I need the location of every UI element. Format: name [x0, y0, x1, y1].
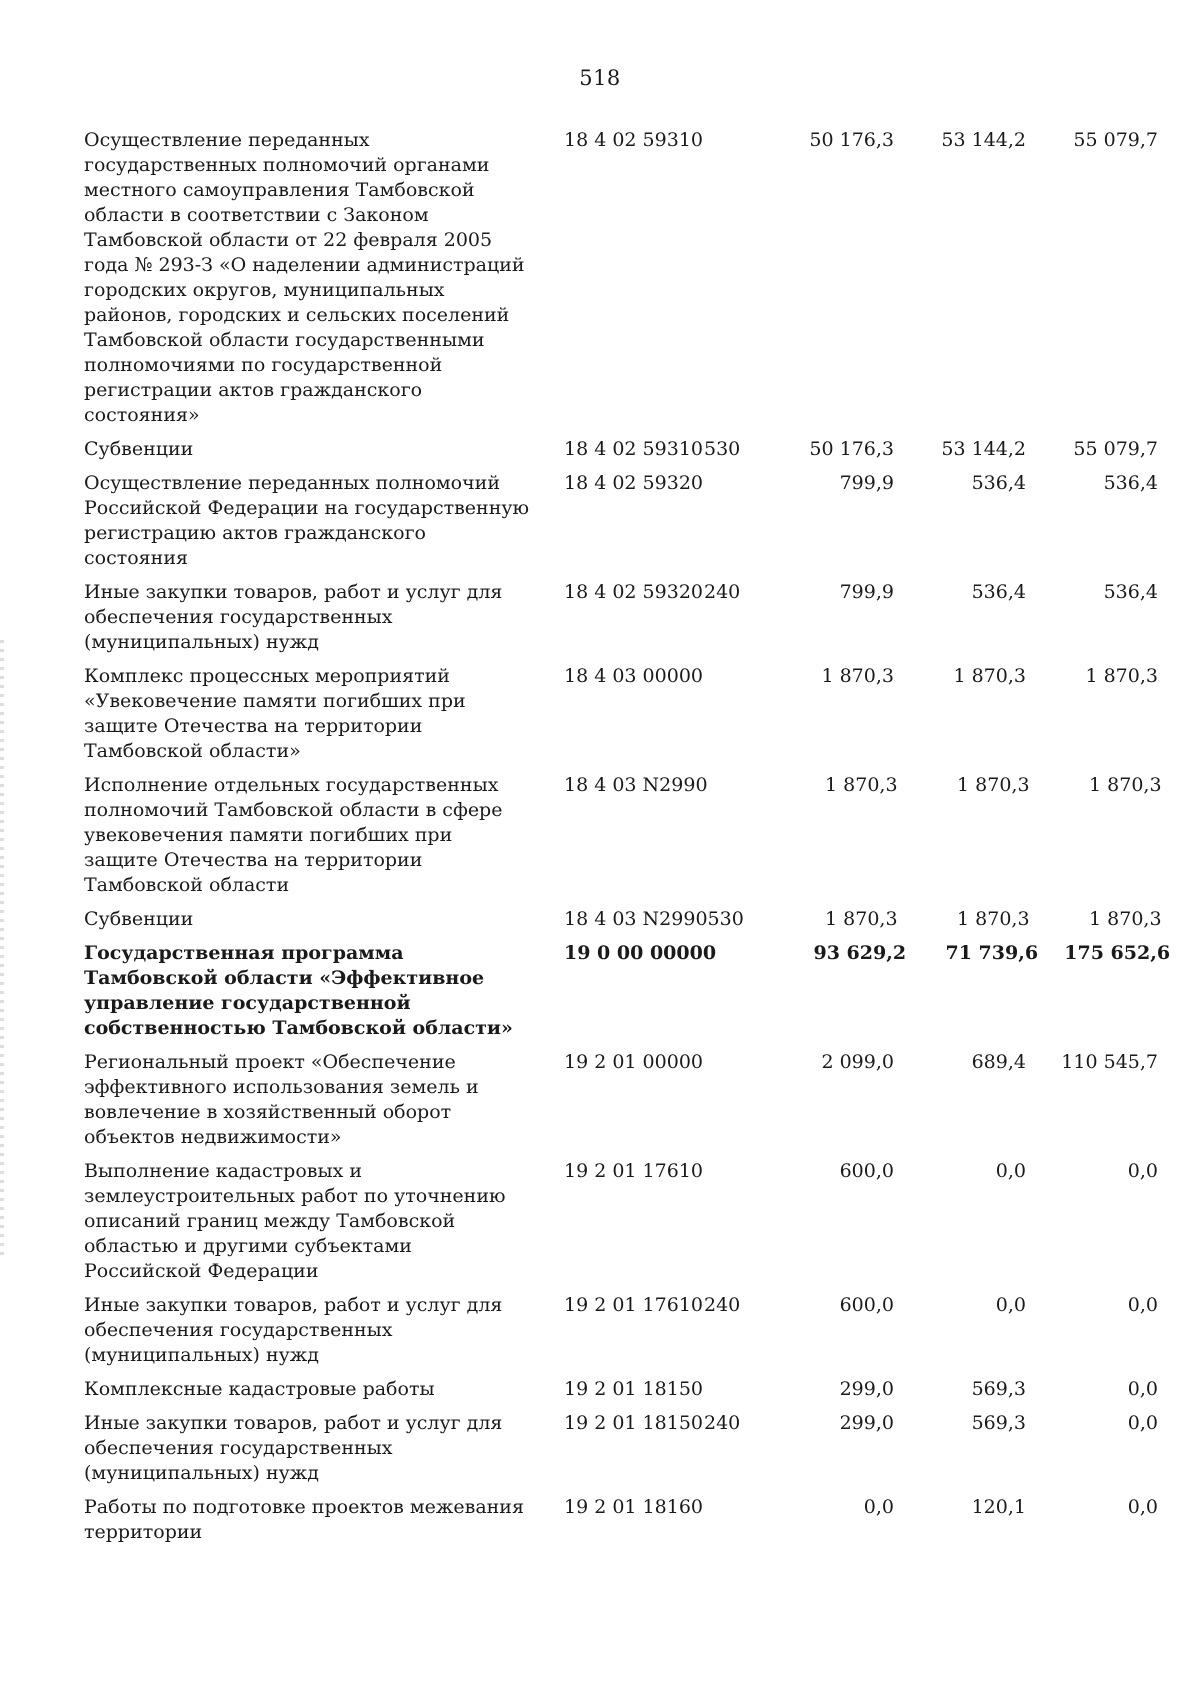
table-row [84, 1293, 1174, 1377]
amount-year-1: 1 870,3 [825, 774, 898, 796]
amount-year-3: 1 870,3 [1085, 665, 1158, 687]
amount-year-1: 50 176,3 [809, 438, 894, 460]
amount-year-2: 689,4 [971, 1051, 1026, 1073]
target-code: 19 2 01 18160 [564, 1496, 704, 1518]
amount-year-2: 53 144,2 [941, 438, 1026, 460]
amount-year-2: 71 739,6 [945, 942, 1039, 964]
item-name: Осуществление переданных государственных полномочий органами местного самоуправления Тамбовской области в соответствии с Законом Тамбовской области от 22 февраля 2005 года № 293-З «О наделении администраций городских округов, муниципальных районов, городских и сельских поселений Тамбовской области государственными полномочиями по государственной регистрации актов гражданского состояния» [84, 129, 525, 426]
target-code: 19 2 01 18150 [564, 1412, 704, 1434]
amount-year-2: 569,3 [971, 1412, 1026, 1434]
amount-year-3: 536,4 [1103, 581, 1158, 603]
expense-type: 530 [704, 438, 741, 460]
amount-year-1: 93 629,2 [813, 942, 907, 964]
table-row [84, 128, 1174, 437]
amount-year-3: 0,0 [1127, 1294, 1158, 1316]
expense-type: 530 [707, 908, 744, 930]
amount-year-3: 1 870,3 [1089, 774, 1162, 796]
amount-year-2: 53 144,2 [941, 129, 1026, 151]
amount-year-2: 1 870,3 [957, 774, 1030, 796]
item-name: Государственная программа Тамбовской области «Эффективное управление государственной собственностью Тамбовской области» [84, 942, 513, 1039]
amount-year-3: 0,0 [1127, 1496, 1158, 1518]
scan-edge-artifact [0, 640, 4, 1260]
page-number: 518 [579, 66, 621, 90]
amount-year-1: 0,0 [863, 1496, 894, 1518]
amount-year-2: 536,4 [971, 472, 1026, 494]
amount-year-1: 299,0 [839, 1378, 894, 1400]
amount-year-3: 175 652,6 [1064, 942, 1171, 964]
amount-year-2: 1 870,3 [957, 908, 1030, 930]
amount-year-2: 0,0 [995, 1294, 1026, 1316]
table-row [84, 1411, 1174, 1495]
amount-year-3: 55 079,7 [1073, 129, 1158, 151]
item-name: Осуществление переданных полномочий Российской Федерации на государственную регистрацию актов гражданского состояния [84, 472, 530, 569]
item-name: Комплекс процессных мероприятий «Увековечение памяти погибших при защите Отечества на территории Тамбовской области» [84, 665, 466, 762]
item-name: Выполнение кадастровых и землеустроительных работ по уточнению описаний границ между Тамбовской областью и другими субъектами Российской Федерации [84, 1160, 506, 1282]
program-row [84, 941, 1174, 1050]
item-name: Региональный проект «Обеспечение эффективного использования земель и вовлечение в хозяйственный оборот объектов недвижимости» [84, 1051, 479, 1148]
amount-year-1: 600,0 [839, 1294, 894, 1316]
target-code: 19 2 01 00000 [564, 1051, 704, 1073]
amount-year-2: 536,4 [971, 581, 1026, 603]
target-code: 18 4 02 59320 [564, 472, 704, 494]
amount-year-1: 1 870,3 [825, 908, 898, 930]
target-code: 18 4 03 00000 [564, 665, 704, 687]
target-code: 19 2 01 17610 [564, 1294, 704, 1316]
amount-year-1: 2 099,0 [821, 1051, 894, 1073]
target-code: 19 2 01 17610 [564, 1160, 704, 1182]
amount-year-1: 799,9 [839, 472, 894, 494]
table-row [84, 907, 1174, 941]
amount-year-2: 569,3 [971, 1378, 1026, 1400]
amount-year-2: 1 870,3 [953, 665, 1026, 687]
amount-year-3: 55 079,7 [1073, 438, 1158, 460]
item-name: Иные закупки товаров, работ и услуг для обеспечения государственных (муниципальных) нужд [84, 1412, 503, 1484]
table-row [84, 664, 1174, 773]
amount-year-3: 536,4 [1103, 472, 1158, 494]
item-name: Субвенции [84, 438, 194, 460]
item-name: Исполнение отдельных государственных полномочий Тамбовской области в сфере увековечения памяти погибших при защите Отечества на территории Тамбовской области [84, 774, 503, 896]
target-code: 18 4 03 N2990 [564, 774, 708, 796]
table-row [84, 773, 1174, 907]
table-row [84, 1050, 1174, 1159]
target-code: 18 4 03 N2990 [564, 908, 708, 930]
amount-year-3: 1 870,3 [1089, 908, 1162, 930]
target-code: 19 0 00 00000 [564, 942, 717, 964]
budget-table [84, 128, 1174, 1554]
amount-year-2: 120,1 [971, 1496, 1026, 1518]
amount-year-1: 799,9 [839, 581, 894, 603]
amount-year-1: 50 176,3 [809, 129, 894, 151]
expense-type: 240 [704, 581, 741, 603]
item-name: Иные закупки товаров, работ и услуг для обеспечения государственных (муниципальных) нужд [84, 1294, 503, 1366]
item-name: Субвенции [84, 908, 194, 930]
item-name: Иные закупки товаров, работ и услуг для обеспечения государственных (муниципальных) нужд [84, 581, 503, 653]
table-row [84, 1159, 1174, 1293]
expense-type: 240 [704, 1412, 741, 1434]
table-row [84, 471, 1174, 580]
amount-year-1: 1 870,3 [821, 665, 894, 687]
table-row [84, 1495, 1174, 1554]
table-row [84, 580, 1174, 664]
amount-year-1: 299,0 [839, 1412, 894, 1434]
target-code: 19 2 01 18150 [564, 1378, 704, 1400]
amount-year-1: 600,0 [839, 1160, 894, 1182]
expense-type: 240 [704, 1294, 741, 1316]
amount-year-3: 0,0 [1127, 1412, 1158, 1434]
item-name: Работы по подготовке проектов межевания территории [84, 1496, 524, 1543]
table-row [84, 1377, 1174, 1411]
amount-year-3: 0,0 [1127, 1378, 1158, 1400]
amount-year-3: 0,0 [1127, 1160, 1158, 1182]
target-code: 18 4 02 59310 [564, 438, 704, 460]
item-name: Комплексные кадастровые работы [84, 1378, 435, 1400]
target-code: 18 4 02 59320 [564, 581, 704, 603]
amount-year-2: 0,0 [995, 1160, 1026, 1182]
table-row [84, 437, 1174, 471]
target-code: 18 4 02 59310 [564, 129, 704, 151]
amount-year-3: 110 545,7 [1061, 1051, 1158, 1073]
